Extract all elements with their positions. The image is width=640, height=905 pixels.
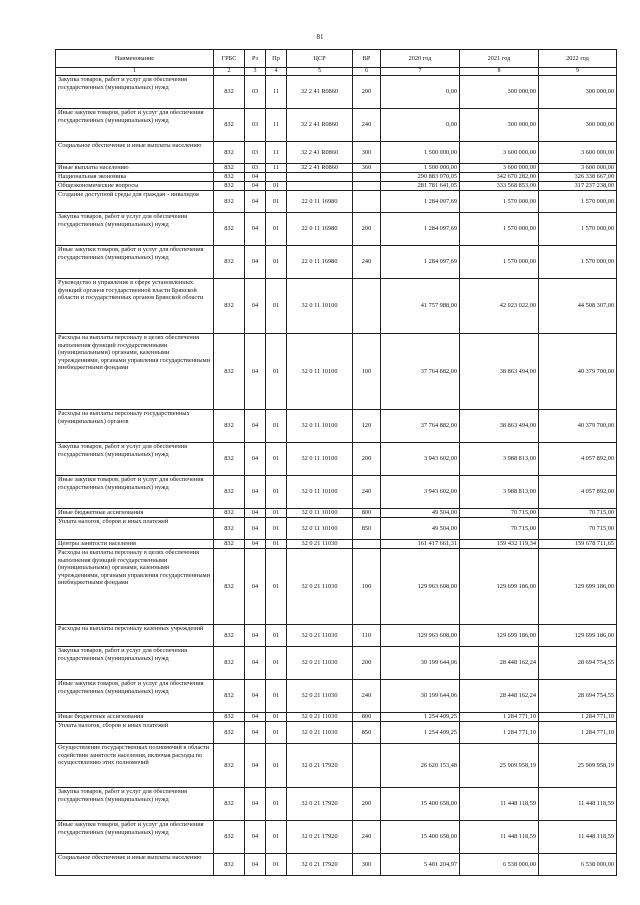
row-grbs: 832 (214, 109, 245, 142)
row-name: Закупка товаров, работ и услуг для обеспечения государственных (муниципальных) нужд (56, 443, 214, 476)
row-csr: 32 0 21 11030 (287, 680, 353, 713)
row-amount-2021: 3 988 813,00 (460, 443, 539, 476)
row-rz: 03 (245, 76, 266, 109)
row-amount-2021: 129 699 186,00 (460, 549, 539, 625)
row-amount-2022: 44 508 307,00 (539, 279, 617, 334)
row-amount-2020: 0,00 (381, 76, 460, 109)
table-row (56, 443, 617, 476)
row-name: Иные закупки товаров, работ и услуг для обеспечения государственных (муниципальных) нужд (56, 680, 214, 713)
row-csr: 32 0 21 17920 (287, 744, 353, 788)
row-amount-2021: 3 988 813,00 (460, 476, 539, 509)
header-row (56, 50, 617, 68)
row-grbs: 832 (214, 443, 245, 476)
row-amount-2020: 1 254 409,25 (381, 713, 460, 722)
row-pr: 01 (266, 334, 287, 410)
row-amount-2022: 25 909 958,19 (539, 744, 617, 788)
row-rz: 04 (245, 518, 266, 540)
row-vr: 100 (353, 549, 381, 625)
row-vr: 850 (353, 722, 381, 744)
row-name: Иные закупки товаров, работ и услуг для обеспечения государственных (муниципальных) нужд (56, 821, 214, 854)
row-pr: 01 (266, 854, 287, 876)
table-row (56, 540, 617, 549)
row-name: Уплата налогов, сборов и иных платежей (56, 722, 214, 744)
row-grbs: 832 (214, 334, 245, 410)
row-csr: 32 0 11 10100 (287, 410, 353, 443)
table-row (56, 213, 617, 246)
row-name: Закупка товаров, работ и услуг для обеспечения государственных (муниципальных) нужд (56, 647, 214, 680)
row-vr: 200 (353, 647, 381, 680)
row-grbs: 832 (214, 279, 245, 334)
row-amount-2022: 326 338 667,00 (539, 173, 617, 182)
row-grbs: 832 (214, 213, 245, 246)
row-amount-2022: 28 694 754,55 (539, 680, 617, 713)
row-name: Иные закупки товаров, работ и услуг для обеспечения государственных (муниципальных) нужд (56, 476, 214, 509)
row-pr: 01 (266, 821, 287, 854)
table-row (56, 713, 617, 722)
row-name: Иные закупки товаров, работ и услуг для обеспечения государственных (муниципальных) нужд (56, 246, 214, 279)
row-rz: 04 (245, 854, 266, 876)
row-amount-2020: 129 963 608,00 (381, 625, 460, 647)
row-amount-2021: 1 570 000,00 (460, 246, 539, 279)
row-amount-2021: 6 538 000,00 (460, 854, 539, 876)
row-amount-2022: 1 570 000,00 (539, 213, 617, 246)
row-csr: 32 0 21 11030 (287, 647, 353, 680)
row-name: Расходы на выплаты персоналу в целях обеспечения выполнения функций государственными (муниципальными) органами, казенными учреждениями, органами управления государственными внебюджетными фондами (56, 334, 214, 410)
row-rz: 04 (245, 410, 266, 443)
row-csr: 32 0 21 11030 (287, 713, 353, 722)
row-amount-2022: 3 600 000,00 (539, 164, 617, 173)
column-number-row (56, 68, 617, 76)
row-amount-2022: 11 448 118,59 (539, 788, 617, 821)
header-csr: ЦСР (287, 50, 353, 68)
row-csr: 32 0 11 10100 (287, 279, 353, 334)
row-vr: 800 (353, 713, 381, 722)
row-pr: 11 (266, 142, 287, 164)
table-row (56, 164, 617, 173)
page-number: 81 (316, 33, 324, 41)
row-amount-2022: 1 284 771,10 (539, 722, 617, 744)
row-vr: 240 (353, 476, 381, 509)
table-row (56, 744, 617, 788)
column-number: 1 (56, 68, 214, 76)
row-pr: 11 (266, 164, 287, 173)
row-amount-2021: 159 432 119,34 (460, 540, 539, 549)
row-amount-2022: 6 538 000,00 (539, 854, 617, 876)
row-amount-2021: 1 570 000,00 (460, 213, 539, 246)
row-rz: 04 (245, 647, 266, 680)
row-amount-2020: 1 500 000,00 (381, 142, 460, 164)
row-pr: 11 (266, 109, 287, 142)
row-amount-2022: 159 678 711,65 (539, 540, 617, 549)
row-amount-2020: 1 284 097,69 (381, 213, 460, 246)
row-amount-2021: 28 448 162,24 (460, 680, 539, 713)
row-vr: 120 (353, 410, 381, 443)
row-amount-2021: 3 600 000,00 (460, 164, 539, 173)
table-row (56, 182, 617, 191)
row-csr: 32 0 21 11030 (287, 549, 353, 625)
row-pr: 01 (266, 246, 287, 279)
row-name: Центры занятости населения (56, 540, 214, 549)
row-grbs: 832 (214, 854, 245, 876)
row-name: Закупка товаров, работ и услуг для обеспечения государственных (муниципальных) нужд (56, 76, 214, 109)
row-amount-2020: 15 400 658,00 (381, 788, 460, 821)
row-name: Общеэкономические вопросы (56, 182, 214, 191)
row-csr: 32 0 11 10100 (287, 443, 353, 476)
row-csr: 32 0 11 10100 (287, 518, 353, 540)
row-vr (353, 173, 381, 182)
column-number: 7 (381, 68, 460, 76)
row-rz: 04 (245, 788, 266, 821)
row-rz: 04 (245, 821, 266, 854)
row-amount-2021: 3 600 000,00 (460, 142, 539, 164)
row-grbs: 832 (214, 164, 245, 173)
row-amount-2021: 11 448 118,59 (460, 821, 539, 854)
row-amount-2022: 1 570 000,00 (539, 191, 617, 213)
header-name: Наименование (56, 50, 214, 68)
column-number: 9 (539, 68, 617, 76)
row-rz: 04 (245, 744, 266, 788)
row-rz: 04 (245, 713, 266, 722)
row-grbs: 832 (214, 246, 245, 279)
row-vr: 800 (353, 509, 381, 518)
budget-table-body (56, 76, 617, 876)
row-amount-2020: 3 943 602,00 (381, 476, 460, 509)
row-pr: 01 (266, 279, 287, 334)
table-row (56, 76, 617, 109)
row-name: Расходы на выплаты персоналу в целях обеспечения выполнения функций государственными (муниципальными) органами, казенными учреждениями, органами управления государственными внебюджетными фондами (56, 549, 214, 625)
row-csr: 32 2 41 R0860 (287, 142, 353, 164)
table-row (56, 549, 617, 625)
row-grbs: 832 (214, 722, 245, 744)
row-rz: 04 (245, 246, 266, 279)
row-rz: 04 (245, 173, 266, 182)
row-amount-2020: 26 620 153,48 (381, 744, 460, 788)
row-rz: 04 (245, 549, 266, 625)
row-rz: 03 (245, 109, 266, 142)
row-amount-2021: 25 909 958,19 (460, 744, 539, 788)
row-amount-2020: 37 764 882,00 (381, 334, 460, 410)
table-row (56, 476, 617, 509)
row-rz: 04 (245, 182, 266, 191)
row-grbs: 832 (214, 509, 245, 518)
row-amount-2020: 1 500 000,00 (381, 164, 460, 173)
row-csr (287, 182, 353, 191)
row-vr: 240 (353, 109, 381, 142)
row-vr: 850 (353, 518, 381, 540)
row-pr: 01 (266, 680, 287, 713)
row-amount-2021: 1 570 000,00 (460, 191, 539, 213)
table-row (56, 647, 617, 680)
row-vr: 300 (353, 854, 381, 876)
row-amount-2021: 28 448 162,24 (460, 647, 539, 680)
row-amount-2021: 38 863 494,00 (460, 410, 539, 443)
row-amount-2021: 38 863 494,00 (460, 334, 539, 410)
row-vr: 240 (353, 680, 381, 713)
row-amount-2022: 40 379 700,00 (539, 334, 617, 410)
header-pr: Пр (266, 50, 287, 68)
row-pr (266, 173, 287, 182)
row-vr: 200 (353, 443, 381, 476)
row-amount-2021: 70 715,00 (460, 518, 539, 540)
row-amount-2022: 70 715,00 (539, 518, 617, 540)
row-amount-2020: 3 943 602,00 (381, 443, 460, 476)
header-rz: Рз (245, 50, 266, 68)
row-vr: 200 (353, 788, 381, 821)
row-pr: 01 (266, 647, 287, 680)
row-csr: 32 0 21 17920 (287, 788, 353, 821)
row-grbs: 832 (214, 680, 245, 713)
row-amount-2020: 49 504,00 (381, 509, 460, 518)
row-pr: 01 (266, 549, 287, 625)
row-rz: 04 (245, 722, 266, 744)
row-vr (353, 182, 381, 191)
row-pr: 01 (266, 788, 287, 821)
row-grbs: 832 (214, 173, 245, 182)
row-rz: 04 (245, 509, 266, 518)
table-row (56, 109, 617, 142)
row-name: Социальное обеспечение и иные выплаты населению (56, 142, 214, 164)
row-amount-2022: 4 057 892,00 (539, 443, 617, 476)
row-amount-2020: 49 504,00 (381, 518, 460, 540)
column-number: 4 (266, 68, 287, 76)
row-amount-2022: 4 057 892,00 (539, 476, 617, 509)
row-name: Национальная экономика (56, 173, 214, 182)
table-row (56, 334, 617, 410)
table-row (56, 854, 617, 876)
row-grbs: 832 (214, 713, 245, 722)
row-amount-2022: 1 570 000,00 (539, 246, 617, 279)
row-pr: 01 (266, 476, 287, 509)
row-amount-2021: 42 923 022,00 (460, 279, 539, 334)
header-2022: 2022 год (539, 50, 617, 68)
row-pr: 01 (266, 713, 287, 722)
row-amount-2022: 1 284 771,10 (539, 713, 617, 722)
row-grbs: 832 (214, 191, 245, 213)
row-grbs: 832 (214, 76, 245, 109)
row-amount-2020: 37 764 882,00 (381, 410, 460, 443)
header-grbs: ГРБС (214, 50, 245, 68)
row-csr: 32 2 41 R0860 (287, 76, 353, 109)
row-rz: 03 (245, 142, 266, 164)
row-amount-2021: 129 699 186,00 (460, 625, 539, 647)
row-vr (353, 279, 381, 334)
row-pr: 01 (266, 518, 287, 540)
row-rz: 04 (245, 191, 266, 213)
header-2020: 2020 год (381, 50, 460, 68)
row-grbs: 832 (214, 549, 245, 625)
row-rz: 04 (245, 540, 266, 549)
table-row (56, 625, 617, 647)
row-csr: 32 0 21 11030 (287, 722, 353, 744)
row-rz: 04 (245, 213, 266, 246)
row-csr: 22 0 11 16980 (287, 191, 353, 213)
table-row (56, 722, 617, 744)
row-csr: 22 0 11 16980 (287, 213, 353, 246)
row-amount-2021: 70 715,00 (460, 509, 539, 518)
row-name: Уплата налогов, сборов и иных платежей (56, 518, 214, 540)
table-row (56, 821, 617, 854)
row-vr: 240 (353, 246, 381, 279)
table-row (56, 142, 617, 164)
row-name: Закупка товаров, работ и услуг для обеспечения государственных (муниципальных) нужд (56, 213, 214, 246)
row-amount-2022: 129 699 186,00 (539, 549, 617, 625)
row-grbs: 832 (214, 182, 245, 191)
row-rz: 04 (245, 680, 266, 713)
table-row (56, 788, 617, 821)
row-rz: 03 (245, 164, 266, 173)
row-pr: 01 (266, 191, 287, 213)
row-amount-2022: 28 694 754,55 (539, 647, 617, 680)
row-name: Закупка товаров, работ и услуг для обеспечения государственных (муниципальных) нужд (56, 788, 214, 821)
row-csr (287, 173, 353, 182)
row-grbs: 832 (214, 647, 245, 680)
row-name: Создание доступной среды для граждан - инвалидов (56, 191, 214, 213)
row-amount-2020: 0,00 (381, 109, 460, 142)
row-amount-2021: 333 568 853,00 (460, 182, 539, 191)
row-amount-2020: 1 254 409,25 (381, 722, 460, 744)
row-grbs: 832 (214, 788, 245, 821)
row-grbs: 832 (214, 744, 245, 788)
budget-table (55, 49, 617, 876)
row-vr: 100 (353, 334, 381, 410)
row-grbs: 832 (214, 142, 245, 164)
row-grbs: 832 (214, 821, 245, 854)
row-vr: 300 (353, 142, 381, 164)
column-number: 2 (214, 68, 245, 76)
row-vr: 240 (353, 821, 381, 854)
row-amount-2020: 41 757 988,00 (381, 279, 460, 334)
row-amount-2022: 3 600 000,00 (539, 142, 617, 164)
header-vr: ВР (353, 50, 381, 68)
header-2021: 2021 год (460, 50, 539, 68)
row-vr: 200 (353, 213, 381, 246)
row-amount-2020: 30 199 644,06 (381, 647, 460, 680)
table-row (56, 173, 617, 182)
row-pr: 01 (266, 410, 287, 443)
row-csr: 32 0 21 11030 (287, 540, 353, 549)
column-number: 8 (460, 68, 539, 76)
row-rz: 04 (245, 443, 266, 476)
row-name: Иные бюджетные ассигнования (56, 713, 214, 722)
row-amount-2020: 15 400 658,00 (381, 821, 460, 854)
row-grbs: 832 (214, 518, 245, 540)
table-row (56, 191, 617, 213)
row-csr: 22 0 11 16980 (287, 246, 353, 279)
row-grbs: 832 (214, 540, 245, 549)
row-amount-2022: 300 000,00 (539, 76, 617, 109)
row-amount-2022: 70 715,00 (539, 509, 617, 518)
row-csr: 32 0 11 10100 (287, 509, 353, 518)
table-row (56, 279, 617, 334)
table-row (56, 518, 617, 540)
row-amount-2022: 129 699 186,00 (539, 625, 617, 647)
row-name: Расходы на выплаты персоналу государственных (муниципальных) органов (56, 410, 214, 443)
row-csr: 32 0 21 17920 (287, 821, 353, 854)
row-vr (353, 744, 381, 788)
row-pr: 01 (266, 509, 287, 518)
row-grbs: 832 (214, 476, 245, 509)
row-pr: 11 (266, 76, 287, 109)
row-amount-2021: 300 000,00 (460, 76, 539, 109)
row-amount-2020: 129 963 608,00 (381, 549, 460, 625)
row-rz: 04 (245, 279, 266, 334)
row-amount-2020: 1 284 097,69 (381, 191, 460, 213)
row-csr: 32 0 11 10100 (287, 334, 353, 410)
row-vr (353, 540, 381, 549)
table-row (56, 509, 617, 518)
table-row (56, 246, 617, 279)
row-amount-2021: 11 448 118,59 (460, 788, 539, 821)
row-amount-2021: 300 000,00 (460, 109, 539, 142)
row-rz: 04 (245, 625, 266, 647)
row-pr: 01 (266, 722, 287, 744)
column-number: 6 (353, 68, 381, 76)
row-rz: 04 (245, 334, 266, 410)
table-row (56, 680, 617, 713)
row-amount-2022: 11 448 118,59 (539, 821, 617, 854)
row-pr: 01 (266, 744, 287, 788)
column-number: 3 (245, 68, 266, 76)
row-csr: 32 2 41 R0860 (287, 109, 353, 142)
row-amount-2021: 1 284 771,10 (460, 722, 539, 744)
row-vr (353, 191, 381, 213)
row-name: Социальное обеспечение и иные выплаты населению (56, 854, 214, 876)
row-vr: 110 (353, 625, 381, 647)
row-csr: 32 0 21 11030 (287, 625, 353, 647)
column-number: 5 (287, 68, 353, 76)
row-pr: 01 (266, 540, 287, 549)
row-pr: 01 (266, 625, 287, 647)
row-name: Иные выплаты населению (56, 164, 214, 173)
row-vr: 360 (353, 164, 381, 173)
row-name: Осуществление государственных полномочий в области содействия занятости населения, включая расходы по осуществлению этих полномочий (56, 744, 214, 788)
row-csr: 32 2 41 R0860 (287, 164, 353, 173)
row-amount-2020: 5 401 204,97 (381, 854, 460, 876)
row-vr: 200 (353, 76, 381, 109)
row-pr: 01 (266, 182, 287, 191)
row-amount-2022: 317 237 238,00 (539, 182, 617, 191)
table-row (56, 410, 617, 443)
row-amount-2022: 300 000,00 (539, 109, 617, 142)
row-pr: 01 (266, 213, 287, 246)
row-grbs: 832 (214, 625, 245, 647)
row-pr: 01 (266, 443, 287, 476)
row-rz: 04 (245, 476, 266, 509)
row-amount-2020: 1 284 097,69 (381, 246, 460, 279)
row-name: Иные бюджетные ассигнования (56, 509, 214, 518)
row-amount-2021: 1 284 771,10 (460, 713, 539, 722)
row-grbs: 832 (214, 410, 245, 443)
row-amount-2020: 30 199 644,06 (381, 680, 460, 713)
row-csr: 32 0 11 10100 (287, 476, 353, 509)
row-name: Иные закупки товаров, работ и услуг для обеспечения государственных (муниципальных) нужд (56, 109, 214, 142)
row-amount-2020: 290 883 070,05 (381, 173, 460, 182)
row-amount-2021: 342 670 282,00 (460, 173, 539, 182)
row-amount-2020: 161 417 661,31 (381, 540, 460, 549)
row-csr: 32 0 21 17920 (287, 854, 353, 876)
row-name: Руководство и управление в сфере установленных функций органов государственной власти Брянской области и государственных органов Брянской области (56, 279, 214, 334)
row-name: Расходы на выплаты персоналу казенных учреждений (56, 625, 214, 647)
row-amount-2020: 281 781 641,05 (381, 182, 460, 191)
row-amount-2022: 40 379 700,00 (539, 410, 617, 443)
